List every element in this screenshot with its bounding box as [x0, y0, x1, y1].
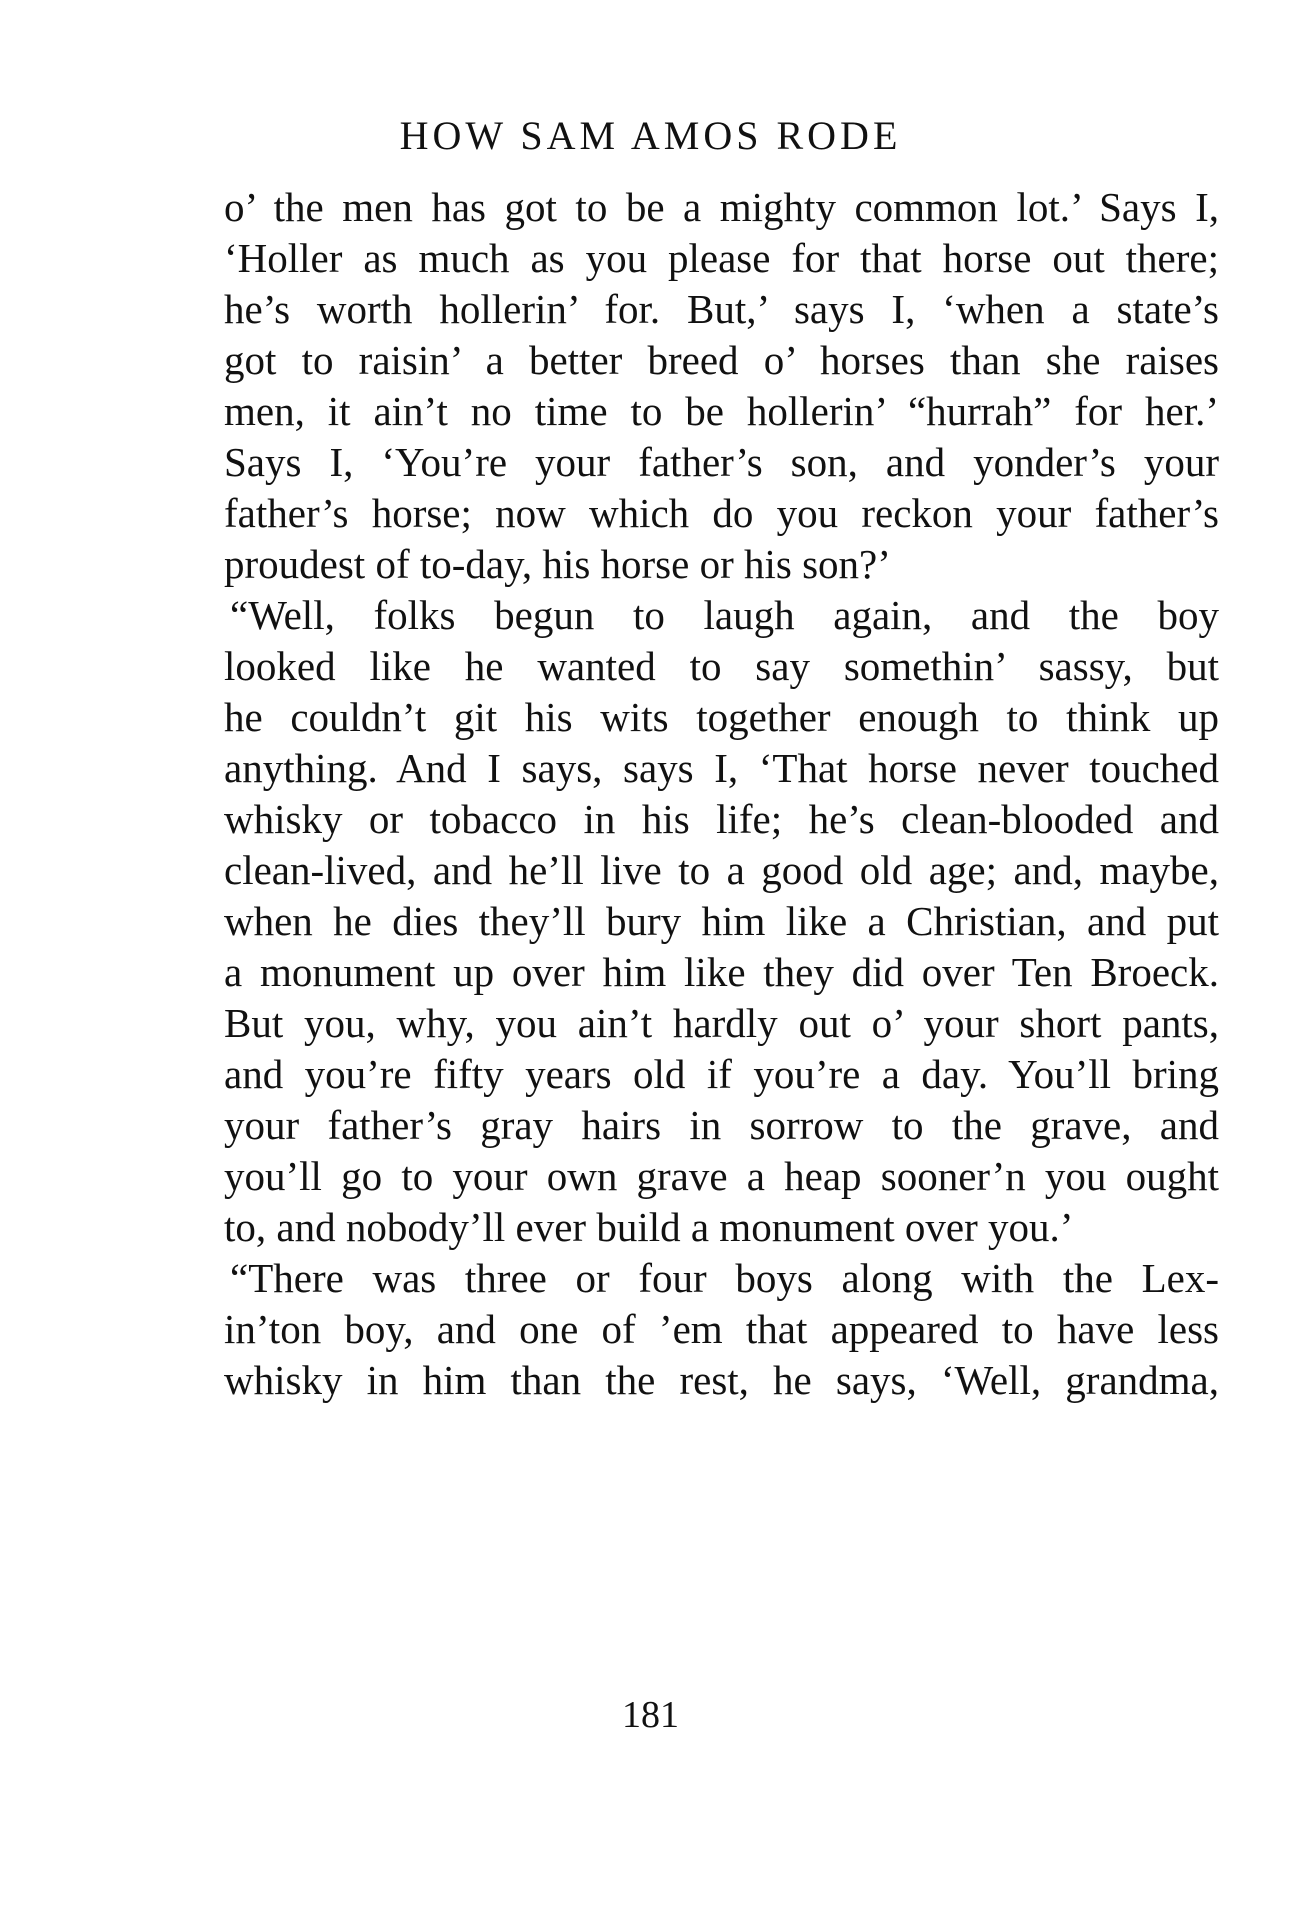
text-line: in’ton boy, and one of ’em that appeared to have less	[224, 1306, 1219, 1352]
text-line: to, and nobody’ll ever build a monument over you.’	[224, 1204, 1074, 1250]
body-text	[224, 182, 1219, 1406]
text-line: father’s horse; now which do you reckon your father’s	[224, 490, 1219, 536]
text-line: and you’re fifty years old if you’re a day. You’ll bring	[224, 1051, 1219, 1097]
text-line: clean-lived, and he’ll live to a good old age; and, maybe,	[224, 847, 1219, 893]
text-line: he’s worth hollerin’ for. But,’ says I, ‘when a state’s	[224, 286, 1219, 332]
running-head: HOW SAM AMOS RODE	[399, 113, 902, 158]
text-line: when he dies they’ll bury him like a Christian, and put	[224, 898, 1219, 944]
paragraph-start-line: “Well, folks begun to laugh again, and the boy	[230, 592, 1219, 638]
text-line: whisky or tobacco in his life; he’s clean-blooded and	[224, 796, 1219, 842]
paragraph-start-line: “There was three or four boys along with the Lex-	[230, 1255, 1219, 1301]
text-line: he couldn’t git his wits together enough to think up	[224, 694, 1219, 740]
text-line: anything. And I says, says I, ‘That horse never touched	[224, 745, 1219, 791]
text-line: Says I, ‘You’re your father’s son, and yonder’s your	[224, 439, 1219, 485]
text-line: men, it ain’t no time to be hollerin’ “hurrah” for her.’	[224, 388, 1219, 434]
page-number: 181	[622, 1694, 679, 1736]
text-line: you’ll go to your own grave a heap sooner’n you ought	[224, 1153, 1219, 1199]
text-line: looked like he wanted to say somethin’ sassy, but	[224, 643, 1219, 689]
text-line: got to raisin’ a better breed o’ horses than she raises	[224, 337, 1219, 383]
text-line: But you, why, you ain’t hardly out o’ your short pants,	[224, 1000, 1219, 1046]
text-line: a monument up over him like they did over Ten Broeck.	[224, 949, 1219, 995]
text-line: ‘Holler as much as you please for that horse out there;	[224, 235, 1219, 281]
text-line: whisky in him than the rest, he says, ‘Well, grandma,	[224, 1357, 1219, 1403]
text-line: your father’s gray hairs in sorrow to the grave, and	[224, 1102, 1219, 1148]
text-line: proudest of to-day, his horse or his son?’	[224, 541, 891, 587]
text-line: o’ the men has got to be a mighty common lot.’ Says I,	[224, 184, 1219, 230]
